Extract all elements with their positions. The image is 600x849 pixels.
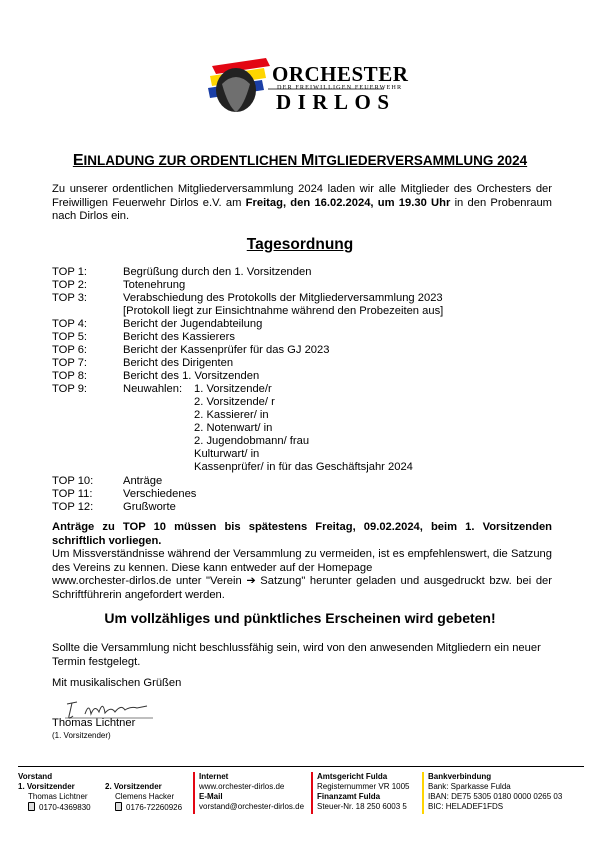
- logo-subtitle: DER FREIWILLIGEN FEUERWEHR: [277, 84, 403, 91]
- footer-tax-office: Finanzamt Fulda: [317, 792, 381, 801]
- agenda-item-number: TOP 11:: [52, 488, 93, 500]
- phone-icon: [28, 802, 35, 811]
- election-position: Kulturwart/ in: [194, 448, 260, 460]
- agenda-item-number: TOP 5:: [52, 331, 88, 343]
- closing-greeting: Mit musikalischen Grüßen: [52, 677, 182, 689]
- agenda-item-text: Bericht des Kassierers: [123, 331, 235, 343]
- footer-bank-heading: Bankverbindung: [428, 772, 492, 781]
- election-position: Kassenprüfer/ in für das Geschäftsjahr 2024: [194, 461, 413, 473]
- footer-court-heading: Amtsgericht Fulda: [317, 772, 388, 781]
- agenda-item-text: Totenehrung: [123, 279, 186, 291]
- agenda-item-text: Begrüßung durch den 1. Vorsitzenden: [123, 266, 312, 278]
- agenda-item-note: [Protokoll liegt zur Einsichtnahme während den Probezeiten aus]: [123, 305, 444, 317]
- agenda-heading: Tagesordnung: [246, 236, 354, 253]
- footer-bar-yellow: [422, 772, 424, 814]
- agenda-item-number: TOP 9:: [52, 383, 88, 395]
- footer-iban: IBAN: DE75 5305 0180 0000 0265 03: [428, 792, 563, 801]
- agenda-item-text: Bericht der Kassenprüfer für das GJ 2023: [123, 344, 330, 356]
- agenda-item-number: TOP 12:: [52, 501, 94, 513]
- intro-paragraph: Zu unserer ordentlichen Mitgliederversammlung 2024 laden wir alle Mitglieder des Orchesters der Freiwilligen Feuerwehr Dirlos e.V. am Freitag, den 16.02.2024, um 19.30 Uhr in den Probenraum nach Dirlos ein.: [52, 183, 552, 223]
- agenda-item-number: TOP 10:: [52, 475, 94, 487]
- agenda-item-text: Bericht des Dirigenten: [123, 357, 234, 369]
- deadline-notice: Anträge zu TOP 10 müssen bis spätestens Freitag, 09.02.2024, beim 1. Vorsitzenden schriftlich vorliegen.: [52, 521, 552, 547]
- footer-court: [317, 772, 409, 812]
- signer-role: (1. Vorsitzender): [52, 731, 111, 740]
- agenda-item-number: TOP 8:: [52, 370, 88, 382]
- agenda-item-text: Verschiedenes: [123, 488, 197, 500]
- footer-register: Registernummer VR 1005: [317, 782, 410, 791]
- footer-chair1-phone: 0170-4369830: [39, 803, 91, 812]
- footer-chair1-title: 1. Vorsitzender: [18, 782, 75, 791]
- signer-name: Thomas Lichtner: [52, 717, 136, 729]
- footer-email-label: E-Mail: [199, 792, 223, 801]
- footer-board: [18, 772, 91, 813]
- meeting-date: Freitag, den 16.02.2024, um 19.30 Uhr: [245, 196, 451, 209]
- arrow-right-icon: ➔: [246, 575, 256, 588]
- election-position: 2. Kassierer/ in: [194, 409, 269, 421]
- footer-internet: [199, 772, 304, 812]
- footer-chair2-phone: 0176-72260926: [126, 803, 183, 812]
- logo-title: ORCHESTER: [272, 62, 409, 86]
- quorum-note: Sollte die Versammlung nicht beschlussfähig sein, wird von den anwesenden Mitgliedern ein neuer Termin festgelegt.: [52, 642, 541, 668]
- agenda-item-text: Anträge: [123, 475, 163, 487]
- agenda-item-text: Bericht der Jugendabteilung: [123, 318, 263, 330]
- agenda-item-number: TOP 6:: [52, 344, 88, 356]
- homepage-link[interactable]: www.orchester-dirlos.de unter "Verein: [52, 575, 247, 588]
- footer-chair2-title: 2. Vorsitzender: [105, 782, 162, 791]
- footer-website-link[interactable]: www.orchester-dirlos.de: [199, 782, 285, 791]
- agenda-item-number: TOP 1:: [52, 266, 88, 278]
- footer-bar-red-2: [311, 772, 313, 814]
- agenda-item-number: TOP 2:: [52, 279, 88, 291]
- agenda-item-number: TOP 7:: [52, 357, 88, 369]
- agenda-item-number: TOP 3:: [52, 292, 88, 304]
- footer-bank-name: Bank: Sparkasse Fulda: [428, 782, 511, 791]
- election-position: 2. Notenwart/ in: [194, 422, 273, 434]
- agenda-item-text: Verabschiedung des Protokolls der Mitgliederversammlung 2023: [123, 292, 443, 304]
- footer-board-2: [105, 772, 182, 813]
- footer-bic: BIC: HELADEF1FDS: [428, 802, 504, 811]
- footer-email-link[interactable]: vorstand@orchester-dirlos.de: [199, 802, 305, 811]
- footer-chair1-name: Thomas Lichtner: [28, 792, 88, 801]
- election-position: 1. Vorsitzende/r: [194, 383, 272, 395]
- statute-note: Um Missverständnisse während der Versammlung zu vermeiden, ist es empfehlenswert, die Satzung des Vereins zu kennen. Diese kann entweder auf der Homepage www.orchester-dirlos.de unter "Verein ➔ Satzung" herunter geladen und ausgedruckt bzw. bei der Schriftführerin angefordert werden.: [52, 548, 552, 601]
- agenda-item-text: Neuwahlen:: [123, 383, 183, 395]
- phone-icon: [115, 802, 122, 811]
- footer-bar-red: [193, 772, 195, 814]
- footer-chair2-name: Clemens Hacker: [115, 792, 175, 801]
- footer-internet-heading: Internet: [199, 772, 229, 781]
- footer-tax-no: Steuer-Nr. 18 250 6003 5: [317, 802, 407, 811]
- election-position: 2. Jugendobmann/ frau: [194, 435, 310, 447]
- page-title: EINLADUNG ZUR ORDENTLICHEN MITGLIEDERVERSAMMLUNG 2024: [72, 152, 528, 169]
- agenda-item-text: Bericht des 1. Vorsitzenden: [123, 370, 260, 382]
- logo-place: DIRLOS: [276, 90, 396, 114]
- footer-divider: [18, 766, 584, 767]
- footer-board-heading: Vorstand: [18, 772, 53, 781]
- attendance-appeal: Um vollzähliges und pünktliches Erscheinen wird gebeten!: [104, 610, 496, 626]
- election-position: 2. Vorsitzende/ r: [194, 396, 275, 408]
- agenda-item-text: Grußworte: [123, 501, 176, 513]
- agenda-item-number: TOP 4:: [52, 318, 88, 330]
- footer-bank: [428, 772, 562, 812]
